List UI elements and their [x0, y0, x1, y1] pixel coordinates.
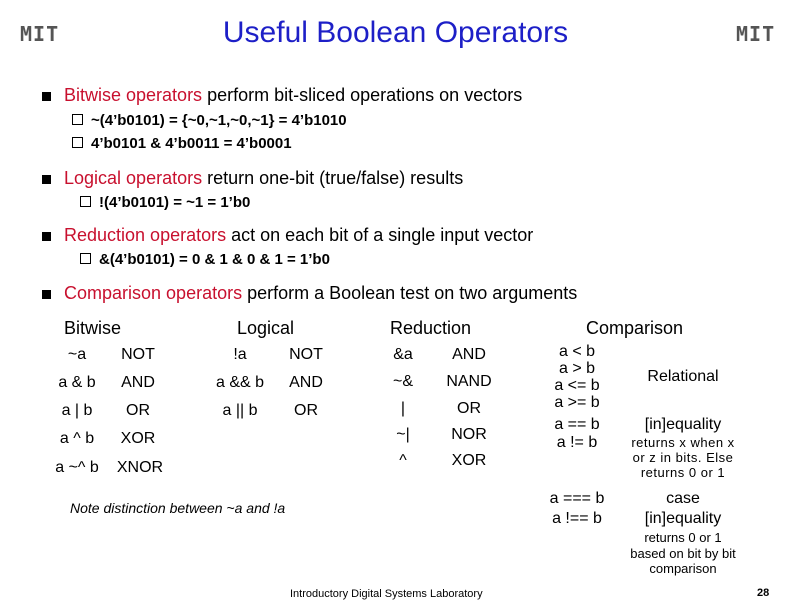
- logical-op: !a: [233, 346, 247, 363]
- sub-text: ~(4’b0101) = {~0,~1,~0,~1} = 4’b1010: [91, 112, 347, 129]
- equality-ops: [536, 416, 618, 452]
- relational-label: Relational: [647, 368, 719, 385]
- logical-name: OR: [294, 402, 318, 419]
- sub-bitwise-1: [72, 112, 347, 129]
- reduction-op: &a: [393, 346, 413, 363]
- slide-title: Useful Boolean Operators: [222, 16, 569, 49]
- sub-bitwise-2: [72, 135, 292, 152]
- reduction-op: ^: [399, 452, 407, 469]
- bitwise-op: a ~^ b: [55, 459, 99, 476]
- sub-text: 4’b0101 & 4’b0011 = 4’b0001: [91, 135, 292, 152]
- highlight-logical: Logical operators: [64, 168, 203, 188]
- highlight-bitwise: Bitwise operators: [64, 85, 203, 105]
- footer-lab-name: Introductory Digital Systems Laboratory: [290, 588, 483, 600]
- bullet-logical: [64, 168, 463, 189]
- reduction-name: OR: [457, 400, 481, 417]
- case-label: [628, 489, 738, 529]
- reduction-op: ~|: [396, 426, 410, 443]
- bitwise-op: a | b: [61, 402, 93, 419]
- equality-op: a != b: [556, 434, 598, 451]
- bullet-icon: [42, 175, 51, 184]
- bullet-reduction: [64, 225, 533, 246]
- relational-op: a >= b: [554, 394, 600, 411]
- case-label-line: [in]equality: [644, 510, 722, 527]
- case-ops: [532, 489, 622, 529]
- relational-op: a <= b: [554, 377, 600, 394]
- logical-op: a && b: [215, 374, 265, 391]
- logical-name: NOT: [289, 346, 323, 363]
- header-logical: Logical: [237, 318, 295, 338]
- sub-logical-1: [80, 194, 250, 211]
- reduction-name: XOR: [451, 452, 487, 469]
- relational-op: a > b: [558, 360, 596, 377]
- case-op: a === b: [549, 490, 605, 507]
- relational-ops: [536, 343, 618, 411]
- case-note-line: based on bit by bit: [630, 545, 736, 561]
- bullet-bitwise: [64, 85, 522, 106]
- sub-reduction-1: [80, 251, 330, 268]
- bullet-icon: [42, 232, 51, 241]
- equality-op: a == b: [554, 416, 600, 433]
- relational-op: a < b: [558, 343, 596, 360]
- bullet-icon: [42, 92, 51, 101]
- mit-logo-left: MIT: [20, 22, 60, 46]
- bitwise-op: a & b: [58, 374, 96, 391]
- equality-note: [622, 435, 744, 480]
- distinction-note: Note distinction between ~a and !a: [70, 500, 286, 516]
- case-note-line: returns 0 or 1: [644, 530, 722, 545]
- case-note: [622, 530, 744, 577]
- checkbox-bullet-icon: [80, 196, 91, 207]
- mit-logo-right: MIT: [736, 22, 776, 46]
- bitwise-op: ~a: [67, 346, 87, 363]
- case-note-line: comparison: [649, 561, 717, 576]
- text-comparison: perform a Boolean test on two arguments: [242, 283, 578, 303]
- bullet-icon: [42, 290, 51, 299]
- equality-label: [in]equality: [644, 416, 722, 433]
- text-reduction: act on each bit of a single input vector: [226, 225, 534, 245]
- reduction-name: NAND: [446, 373, 492, 390]
- reduction-name: AND: [452, 346, 486, 363]
- case-op: a !== b: [552, 510, 602, 527]
- sub-text: &(4’b0101) = 0 & 1 & 0 & 1 = 1’b0: [99, 251, 330, 268]
- sub-text: !(4’b0101) = ~1 = 1’b0: [99, 194, 251, 211]
- equality-note-line: returns 0 or 1: [640, 465, 726, 480]
- logical-op: a || b: [222, 402, 258, 419]
- bitwise-name: XOR: [120, 430, 156, 447]
- header-reduction: Reduction: [390, 318, 472, 338]
- reduction-op: ~&: [392, 373, 413, 390]
- highlight-reduction: Reduction operators: [64, 225, 227, 245]
- checkbox-bullet-icon: [72, 114, 83, 125]
- bitwise-op: a ^ b: [59, 430, 95, 447]
- equality-note-line: returns x when x: [631, 435, 735, 450]
- logical-name: AND: [289, 374, 323, 391]
- bitwise-name: AND: [121, 374, 155, 391]
- bitwise-name: XNOR: [116, 459, 164, 476]
- header-bitwise: Bitwise: [64, 318, 122, 338]
- text-bitwise: perform bit-sliced operations on vectors: [202, 85, 523, 105]
- reduction-op: |: [400, 400, 406, 417]
- bitwise-name: NOT: [121, 346, 155, 363]
- checkbox-bullet-icon: [80, 253, 91, 264]
- header-comparison: Comparison: [586, 318, 684, 338]
- page-number: 28: [757, 587, 770, 599]
- bullet-comparison: [64, 283, 577, 304]
- checkbox-bullet-icon: [72, 137, 83, 148]
- text-logical: return one-bit (true/false) results: [202, 168, 464, 188]
- reduction-name: NOR: [451, 426, 487, 443]
- case-label-line: case: [666, 490, 700, 507]
- highlight-comparison: Comparison operators: [64, 283, 243, 303]
- equality-note-line: or z in bits. Else: [632, 450, 734, 465]
- bitwise-name: OR: [126, 402, 150, 419]
